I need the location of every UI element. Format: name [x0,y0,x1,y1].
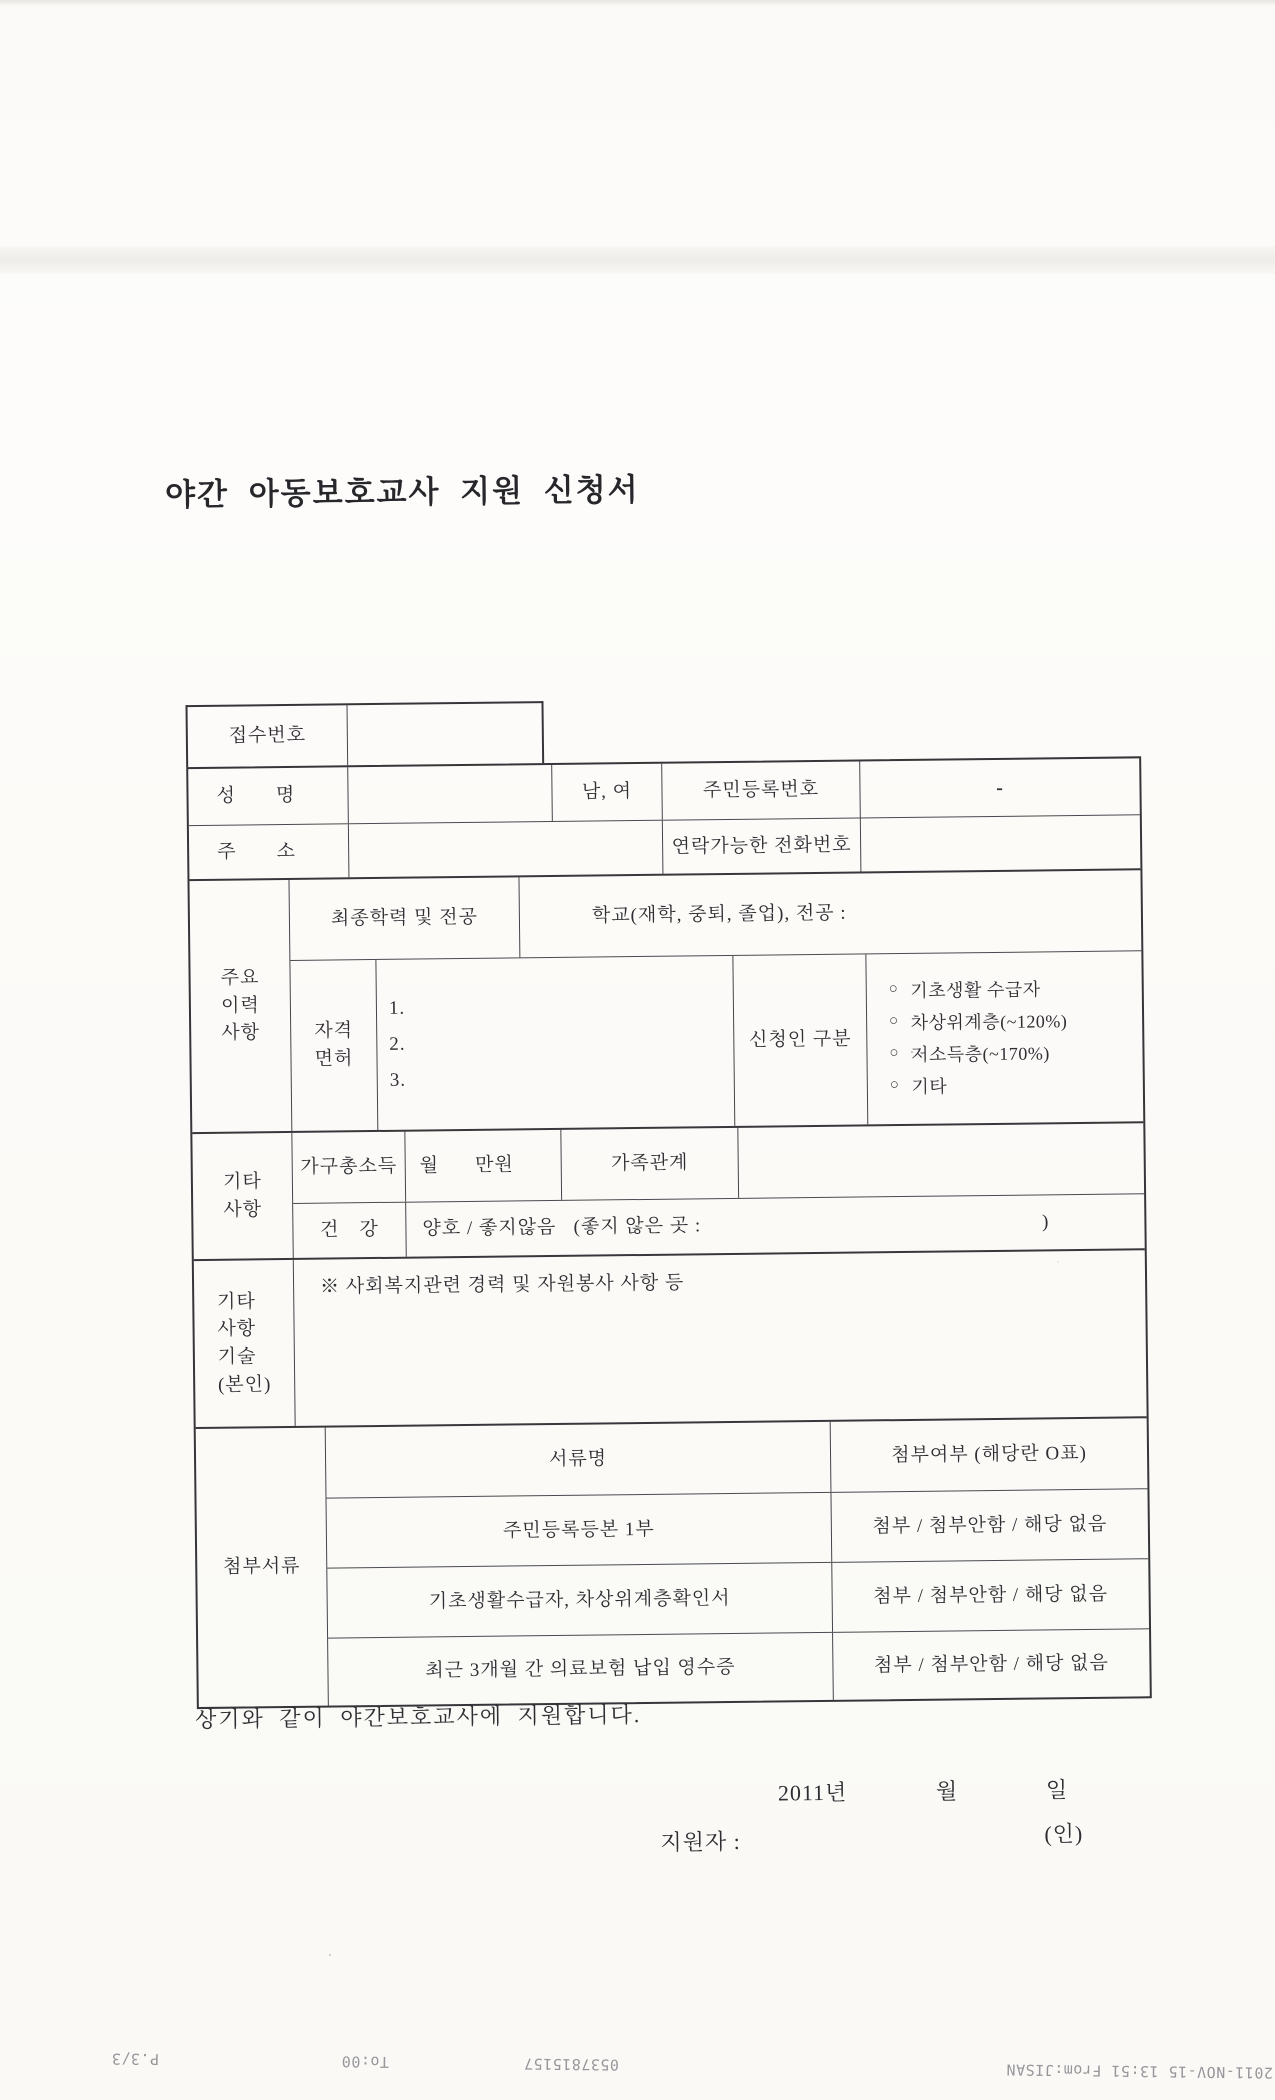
phone-value-cell [861,815,1141,871]
form-table [185,694,1151,1709]
notes-section-label: 기타 사항 기술 (본인) [194,1260,296,1427]
gender-label: 남, 여 [552,764,663,821]
fax-from-timestamp: 2011-NOV-15 13:51 From:JISAN [1005,2060,1274,2082]
income-row [292,1123,1144,1203]
option-label: 저소득층(~170%) [910,1043,1050,1065]
fax-page-number: P.3/3 [111,2049,160,2069]
address-value-cell [349,821,664,878]
address-row [189,814,1141,879]
etc-section [192,1121,1144,1259]
applicant-type-options [866,951,1143,1124]
name-value-cell [348,765,553,823]
form-table-main [186,756,1152,1709]
etc-body [292,1123,1144,1258]
attachment-doc: 기초생활수급자, 차상위계층확인서 [327,1563,833,1638]
notes-section [194,1248,1147,1427]
resident-id-label: 주민등록번호 [662,761,861,819]
attachments-header-row [326,1418,1148,1497]
receipt-value-cell [348,703,543,765]
option-label: 기타 [911,1076,948,1098]
history-section-label: 주요 이력 사항 [189,880,292,1132]
seal-mark: (인) [1044,1821,1084,1847]
etc-section-label: 기타 사항 [192,1133,293,1259]
family-value-cell [738,1123,1144,1198]
option-basic-livelihood [889,976,1041,1004]
history-body [289,870,1143,1131]
health-value: 양호 / 좋지않음 (좋지 않은 곳 : [422,1215,702,1240]
radio-circle-icon: ○ [888,981,899,998]
license-label: 자격 면허 [290,960,378,1131]
option-low-income [889,1040,1050,1068]
income-unit-man: 만원 [474,1154,514,1177]
applicant-type-label: 신청인 구분 [733,954,868,1125]
attachment-status: 첨부 / 첨부안함 / 해당 없음 [873,1652,1109,1677]
income-unit-month: 월 [419,1155,440,1177]
phone-label: 연락가능한 전화번호 [663,818,862,873]
family-label: 가족관계 [561,1128,739,1200]
attachments-section-label: 첨부서류 [196,1428,329,1707]
applicant-label: 지원자 : [660,1828,741,1855]
health-label: 건 강 [293,1203,407,1258]
radio-circle-icon: ○ [889,1045,900,1062]
fax-to: To:00 [341,2052,390,2071]
receipt-row [185,694,1141,767]
attachment-row [328,1628,1150,1705]
license-items: 1. 2. 3. [388,997,407,1091]
license-row [290,950,1143,1131]
history-section [189,868,1143,1132]
attachments-body [326,1418,1150,1705]
option-label: 차상위계층(~120%) [910,1011,1068,1033]
attachment-row [327,1558,1149,1637]
name-label: 성 명 [188,767,349,825]
attachment-doc: 최근 3개월 간 의료보험 납입 영수증 [328,1633,834,1706]
attachment-status: 첨부 / 첨부안함 / 해당 없음 [873,1583,1109,1608]
income-label: 가구총소득 [292,1132,406,1203]
income-unit-cell [405,1130,562,1202]
license-items-cell [376,956,735,1130]
doc-name-header: 서류명 [326,1422,832,1498]
name-row [188,758,1140,825]
date-month: 월 [935,1778,959,1804]
option-label: 기초생활 수급자 [910,979,1041,1001]
health-row [293,1193,1145,1258]
address-label: 주 소 [189,824,350,879]
date-day: 일 [1045,1777,1069,1803]
option-other [890,1074,948,1101]
notes-hint: ※ 사회복지관련 경력 및 자원봉사 사항 등 [319,1272,685,1298]
attachment-status: 첨부 / 첨부안함 / 해당 없음 [872,1513,1108,1538]
education-row [289,870,1141,960]
radio-circle-icon: ○ [889,1077,900,1094]
option-near-poverty [889,1008,1068,1036]
attachment-row [326,1488,1148,1567]
radio-circle-icon: ○ [889,1013,899,1030]
declaration-text: 상기와 같이 야간보호교사에 지원합니다. [194,1702,642,1733]
attachments-section [196,1416,1150,1707]
health-value-cell [406,1194,1145,1256]
form-title: 야간 아동보호교사 지원 신청서 [164,471,640,513]
resident-id-value-cell: - [996,776,1004,799]
health-close-paren: ) [1041,1211,1050,1233]
receipt-row-spacer [543,694,1141,763]
attachment-doc: 주민등록등본 1부 [327,1493,833,1568]
fax-number: 0537815157 [523,2054,620,2074]
date-year: 2011년 [777,1779,848,1806]
school-label: 학교(재학, 중퇴, 졸업), 전공 : [591,902,847,927]
attach-status-header: 첨부여부 (해당란 O표) [891,1443,1088,1467]
receipt-label: 접수번호 [188,705,349,767]
education-label: 최종학력 및 전공 [289,877,520,960]
receipt-box [185,701,544,767]
